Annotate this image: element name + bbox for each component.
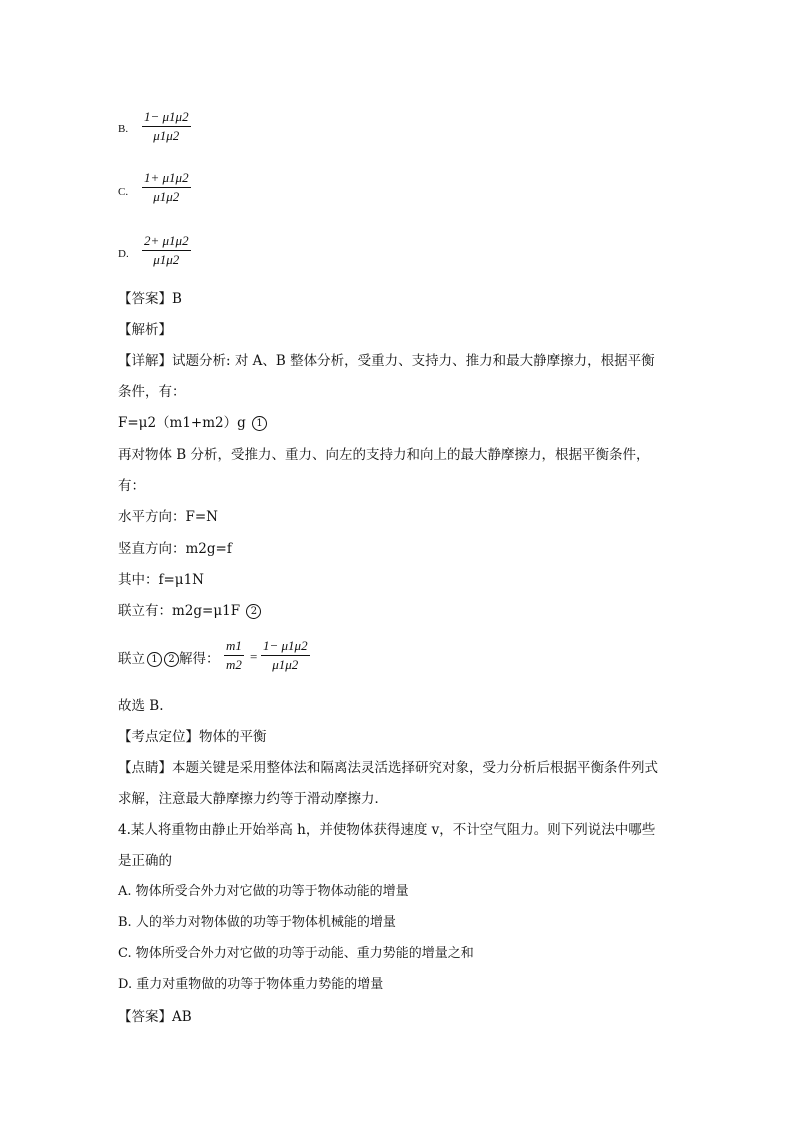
mass-ratio-fraction — [224, 638, 244, 673]
circled-2: 2 — [246, 604, 261, 619]
q4-option-d: D. 重力对重物做的功等于物体重力势能的增量 — [118, 977, 384, 992]
horizontal-direction: 水平方向：F=N — [118, 509, 218, 525]
question-4-line-2: 是正确的 — [118, 853, 172, 869]
solve-circled-1: 1 — [147, 652, 162, 667]
option-b-label: B. — [118, 123, 129, 135]
solve-circled-2: 2 — [164, 652, 179, 667]
option-c-label: C. — [118, 186, 129, 198]
detail-line-2: 条件，有： — [118, 384, 186, 400]
option-d-fraction — [142, 233, 191, 268]
q4-option-a: A. 物体所受合外力对它做的功等于物体动能的增量 — [118, 884, 409, 899]
option-c-numerator: 1+ μ1μ2 — [144, 170, 189, 185]
option-d-label: D. — [118, 248, 129, 260]
answer-2: 【答案】AB — [118, 1009, 192, 1025]
kaodian-line: 【考点定位】物体的平衡 — [118, 729, 267, 745]
result-numerator: 1− μ1μ2 — [263, 638, 308, 653]
solve-line — [118, 650, 220, 668]
answer-1: 【答案】B — [118, 291, 182, 307]
q4-option-c: C. 物体所受合外力对它做的功等于动能、重力势能的增量之和 — [118, 946, 474, 961]
solve-label-2: 解得： — [179, 651, 220, 667]
choose-line: 故选 B. — [118, 698, 164, 714]
analysis-heading: 【解析】 — [118, 322, 172, 338]
option-c-fraction — [142, 170, 191, 205]
question-4-line-1: 4.某人将重物由静止开始举高 h，并使物体获得速度 v，不计空气阻力。则下列说法中哪些 — [118, 822, 656, 838]
equation-1-text: F=μ2（m1+m2）g — [118, 415, 246, 431]
solve-equals: = — [250, 649, 258, 664]
combine-line — [118, 602, 261, 620]
vertical-direction: 竖直方向：m2g=f — [118, 541, 232, 557]
body-b-line-1: 再对物体 B 分析，受推力、重力、向左的支持力和向上的最大静摩擦力，根据平衡条件， — [118, 447, 650, 463]
option-d-denominator: μ1μ2 — [153, 252, 180, 267]
dianjing-line-1: 【点睛】本题关键是采用整体法和隔离法灵活选择研究对象，受力分析后根据平衡条件列式 — [118, 760, 658, 776]
q4-option-b: B. 人的举力对物体做的功等于物体机械能的增量 — [118, 915, 396, 930]
option-b-numerator: 1− μ1μ2 — [144, 109, 189, 124]
circled-1: 1 — [252, 416, 267, 431]
among-line: 其中：f=μ1N — [118, 572, 204, 588]
dianjing-line-2: 求解，注意最大静摩擦力约等于滑动摩擦力． — [118, 791, 388, 807]
result-fraction — [261, 638, 310, 673]
combine-text: 联立有：m2g=μ1F — [118, 603, 241, 619]
mass-ratio-numerator: m1 — [226, 638, 242, 653]
option-b-fraction — [142, 109, 191, 144]
equation-1 — [118, 414, 267, 432]
detail-line-1: 【详解】试题分析: 对 A、B 整体分析，受重力、支持力、推力和最大静摩擦力，根据平衡 — [118, 353, 655, 369]
option-d-numerator: 2+ μ1μ2 — [144, 233, 189, 248]
mass-ratio-denominator: m2 — [226, 657, 242, 672]
option-b-denominator: μ1μ2 — [153, 128, 180, 143]
body-b-line-2: 有： — [118, 478, 145, 494]
solve-label: 联立 — [118, 651, 145, 667]
result-denominator: μ1μ2 — [272, 657, 299, 672]
option-c-denominator: μ1μ2 — [153, 189, 180, 204]
